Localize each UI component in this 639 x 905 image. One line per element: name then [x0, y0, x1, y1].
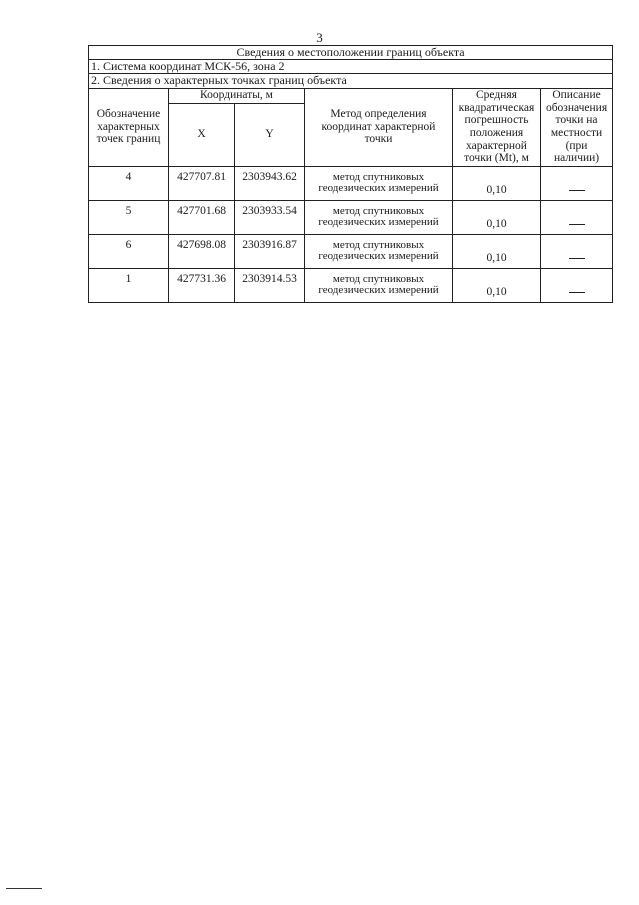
table-row	[89, 200, 613, 234]
table-row	[89, 166, 613, 200]
cell-description	[541, 200, 613, 234]
cell-method: метод спутниковых геодезических измерений	[305, 234, 453, 268]
cell-y: 2303914.53	[235, 268, 305, 302]
cell-x: 427701.68	[169, 200, 235, 234]
cell-method: метод спутниковых геодезических измерений	[305, 200, 453, 234]
header-method: Метод определения координат характерной точки	[305, 88, 453, 166]
cell-point: 1	[89, 268, 169, 302]
table-row	[89, 268, 613, 302]
boundary-points-label: 2. Сведения о характерных точках границ объекта	[89, 74, 613, 88]
cell-method: метод спутниковых геодезических измерений	[305, 268, 453, 302]
dash-mark	[569, 258, 585, 259]
cell-error: 0,10	[453, 268, 541, 302]
cell-x: 427698.08	[169, 234, 235, 268]
cell-point: 5	[89, 200, 169, 234]
header-description: Описание обозначения точки на местности (при наличии)	[541, 88, 613, 166]
cell-description	[541, 268, 613, 302]
footer-line	[6, 888, 42, 889]
header-row-1	[89, 88, 613, 103]
coordinate-system-label: 1. Система координат МСК-56, зона 2	[89, 60, 613, 74]
cell-error: 0,10	[453, 200, 541, 234]
dash-mark	[569, 292, 585, 293]
cell-x: 427731.36	[169, 268, 235, 302]
section-row-1	[89, 60, 613, 74]
header-y: Y	[235, 103, 305, 166]
cell-description	[541, 166, 613, 200]
dash-mark	[569, 190, 585, 191]
cell-error: 0,10	[453, 166, 541, 200]
page-number: 3	[316, 30, 323, 45]
cell-y: 2303933.54	[235, 200, 305, 234]
table-row	[89, 234, 613, 268]
header-point: Обозначение характерных точек границ	[89, 88, 169, 166]
cell-point: 6	[89, 234, 169, 268]
cell-x: 427707.81	[169, 166, 235, 200]
header-x: X	[169, 103, 235, 166]
cell-method: метод спутниковых геодезических измерений	[305, 166, 453, 200]
cell-y: 2303943.62	[235, 166, 305, 200]
cell-point: 4	[89, 166, 169, 200]
header-coords: Координаты, м	[169, 88, 305, 103]
cell-error: 0,10	[453, 234, 541, 268]
cell-description	[541, 234, 613, 268]
table-title: Сведения о местоположении границ объекта	[89, 46, 613, 60]
dash-mark	[569, 224, 585, 225]
table-title-row	[89, 46, 613, 60]
cell-y: 2303916.87	[235, 234, 305, 268]
header-error: Средняя квадратическая погрешность положения характерной точки (Mt), м	[453, 88, 541, 166]
section-row-2	[89, 74, 613, 88]
boundary-points-table	[88, 45, 613, 303]
